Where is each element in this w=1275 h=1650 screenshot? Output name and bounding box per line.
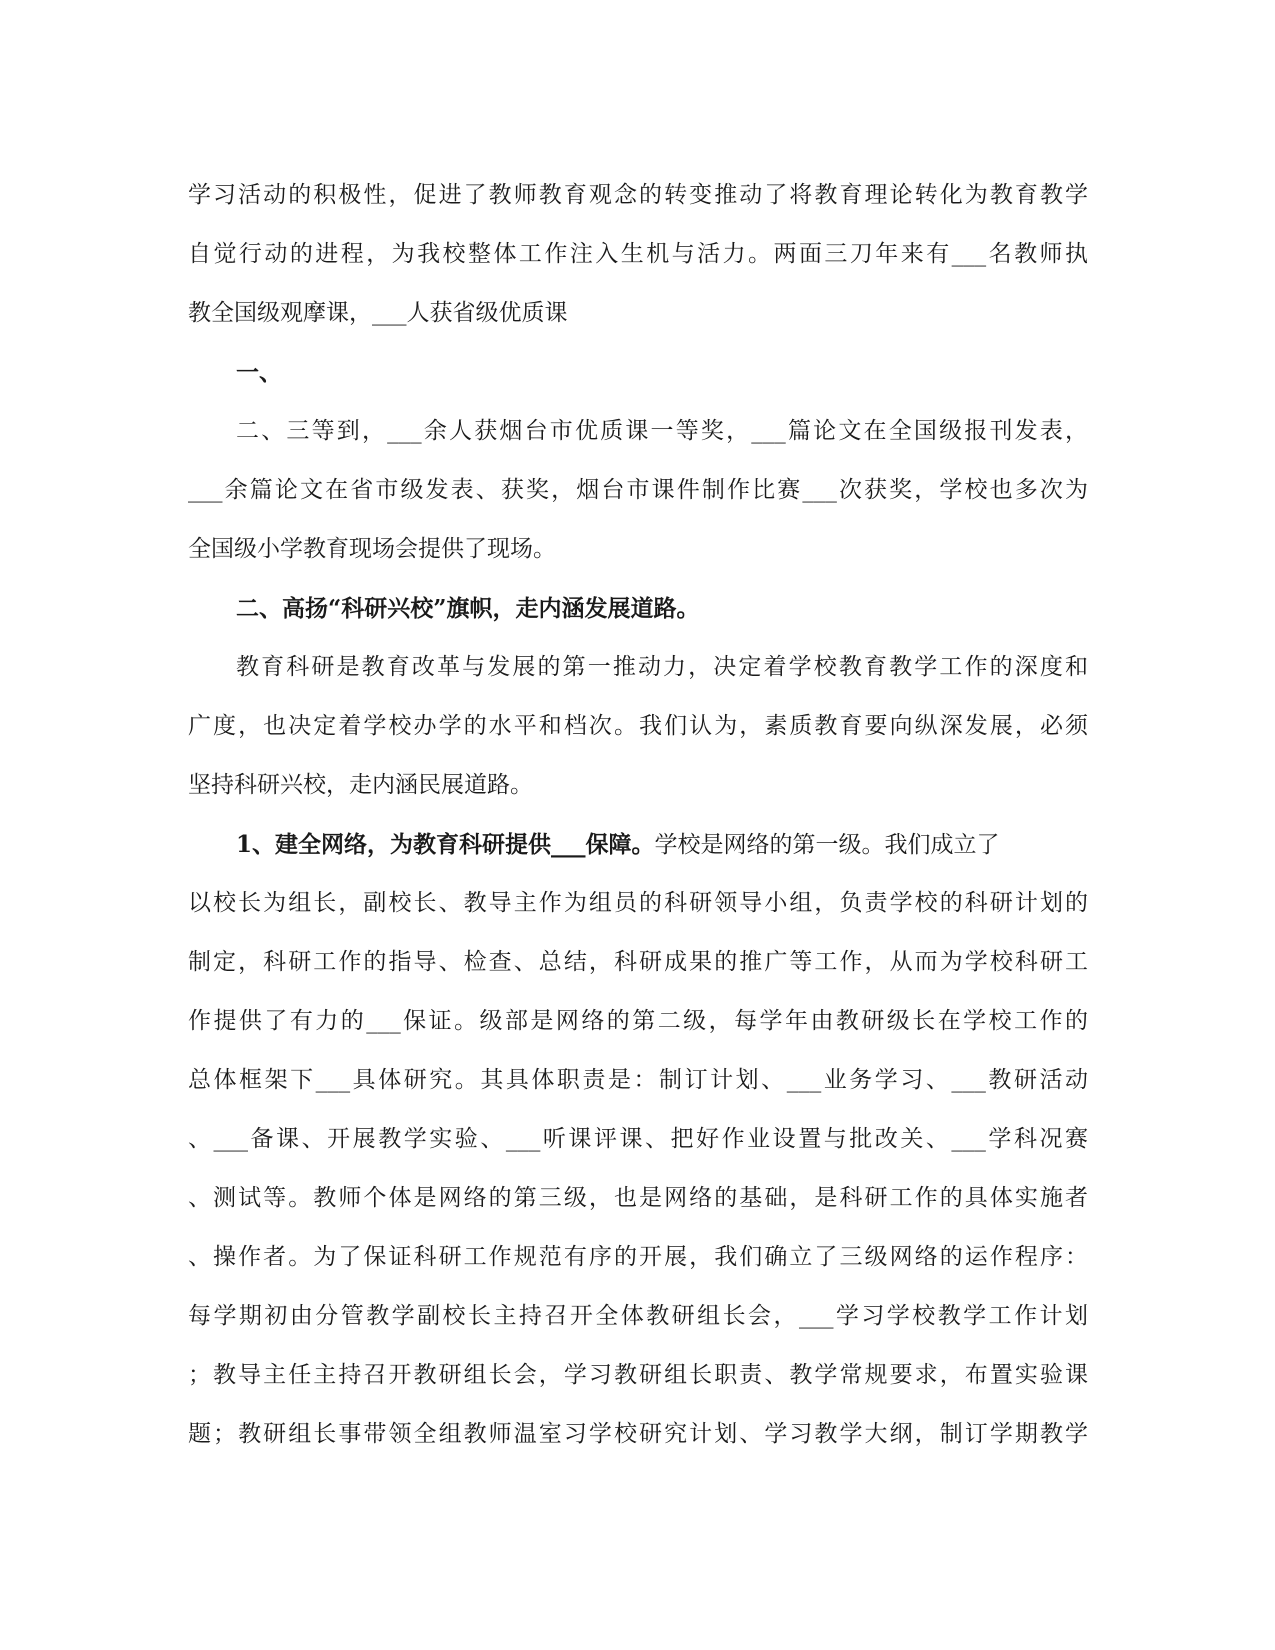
paragraph-line: 全国级小学教育现场会提供了现场。: [188, 536, 556, 562]
paragraph-line: 广度，也决定着学校办学的水平和档次。我们认为，素质教育要向纵深发展，必须: [188, 713, 1088, 739]
paragraph-line: 自觉行动的进程，为我校整体工作注入生机与活力。两面三刀年来有___名教师执: [188, 241, 1088, 267]
section-marker: 一、: [236, 359, 282, 386]
paragraph-line: 、测试等。教师个体是网络的第三级，也是网络的基础，是科研工作的具体实施者: [188, 1185, 1088, 1211]
paragraph-line-with-heading: [188, 815, 1088, 874]
paragraph-line: 题；教研组长事带领全组教师温室习学校研究计划、学习教学大纲，制订学期教学: [188, 1421, 1088, 1447]
subsection-heading: 1、建全网络，为教育科研提供___保障。: [236, 831, 655, 858]
paragraph-line: 制定，科研工作的指导、检查、总结，科研成果的推广等工作，从而为学校科研工: [188, 949, 1088, 975]
paragraph-line: 总体框架下___具体研究。其具体职责是：制订计划、___业务学习、___教研活动: [188, 1067, 1088, 1093]
section-heading: 二、高扬“科研兴校”旗帜，走内涵发展道路。: [236, 595, 700, 622]
paragraph-line: 、___备课、开展教学实验、___听课评课、把好作业设置与批改关、___学科况赛: [188, 1126, 1088, 1152]
paragraph-line: ___余篇论文在省市级发表、获奖，烟台市课件制作比赛___次获奖，学校也多次为: [188, 477, 1088, 503]
paragraph-line: 、操作者。为了保证科研工作规范有序的开展，我们确立了三级网络的运作程序：: [188, 1244, 1088, 1270]
paragraph-line: 教全国级观摩课，___人获省级优质课: [188, 300, 568, 326]
paragraph-line: 教育科研是教育改革与发展的第一推动力，决定着学校教育教学工作的深度和: [236, 654, 1088, 680]
paragraph-text: 学校是网络的第一级。我们成立了: [654, 832, 1000, 858]
paragraph-line: 每学期初由分管教学副校长主持召开全体教研组长会，___学习学校教学工作计划: [188, 1303, 1088, 1329]
paragraph-line: 二、三等到，___余人获烟台市优质课一等奖，___篇论文在全国级报刊发表，: [236, 418, 1088, 444]
paragraph-line: ；教导主任主持召开教研组长会，学习教研组长职责、教学常规要求，布置实验课: [188, 1362, 1088, 1388]
document-body: [188, 166, 1088, 1464]
paragraph-line: 坚持科研兴校，走内涵民展道路。: [188, 772, 533, 798]
paragraph-line: 以校长为组长，副校长、教导主作为组员的科研领导小组，负责学校的科研计划的: [188, 890, 1088, 916]
paragraph-line: 作提供了有力的___保证。级部是网络的第二级，每学年由教研级长在学校工作的: [188, 1008, 1088, 1034]
paragraph-line: 学习活动的积极性，促进了教师教育观念的转变推动了将教育理论转化为教育教学: [188, 182, 1088, 208]
